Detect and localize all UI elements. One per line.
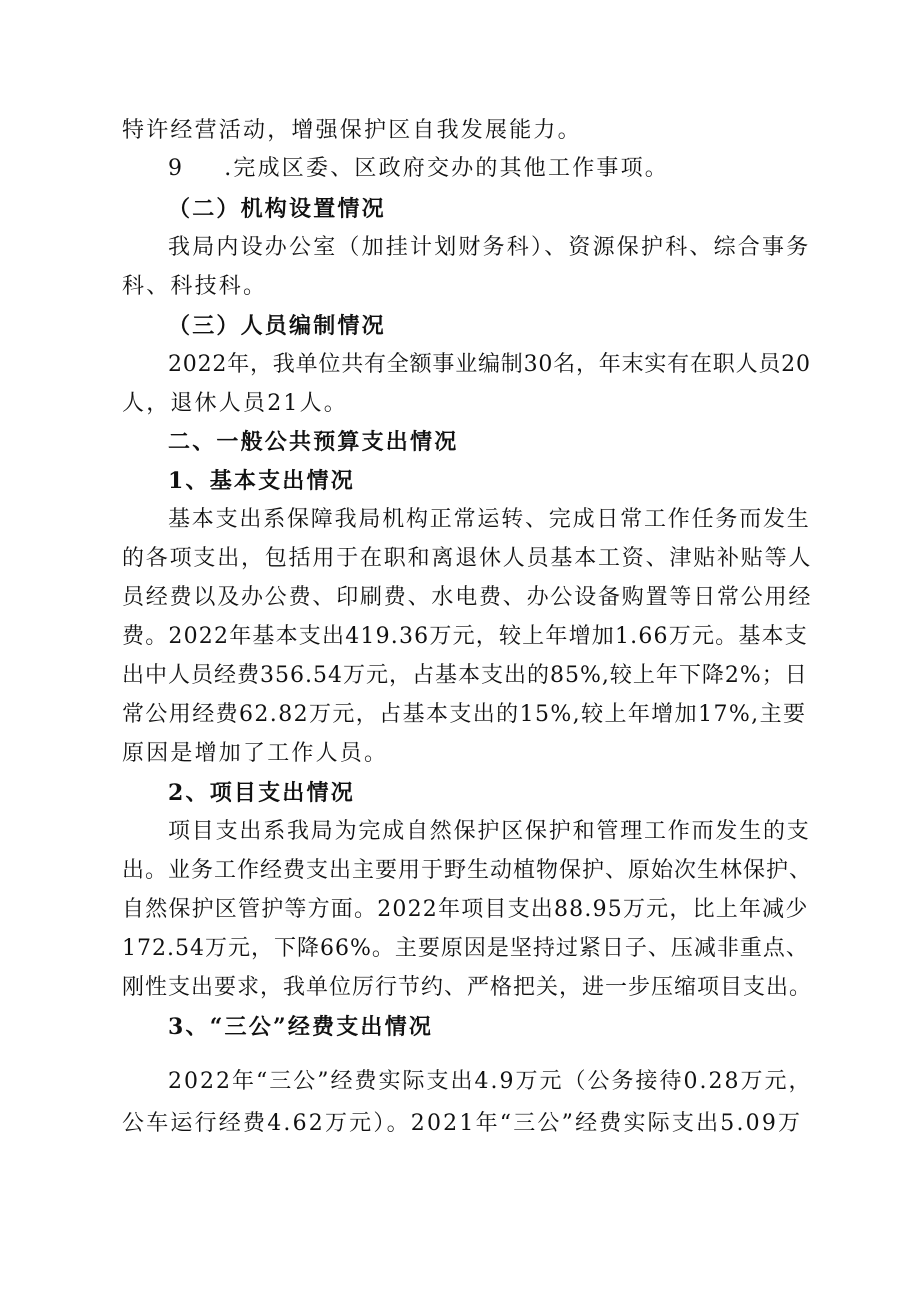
section-heading: 2、项目支出情况 [168,780,355,806]
paragraph-line: 我局内设办公室（加挂计划财务科）、资源保护科、综合事务 [168,235,811,260]
paragraph-line: 项目支出系我局为完成自然保护区保护和管理工作而发生的支 [168,819,811,844]
paragraph-line: 172.54万元，下降66%。主要原因是坚持过紧日子、压减非重点、 [122,936,809,961]
section-heading: （二）机构设置情况 [168,196,386,222]
paragraph-line: 特许经营活动，增强保护区自我发展能力。 [122,118,582,143]
item-text: .完成区委、区政府交办的其他工作事项。 [224,156,669,181]
paragraph-line: 常公用经费62.82万元，占基本支出的15%,较上年增加17%,主要 [122,702,807,727]
paragraph-line: 费。2022年基本支出419.36万元，较上年增加1.66万元。基本支 [122,624,808,649]
section-heading: 3、“三公”经费支出情况 [168,1014,434,1040]
paragraph-line: 人，退休人员21人。 [122,391,348,416]
paragraph-line: 原因是增加了工作人员。 [122,741,389,766]
paragraph-line: 基本支出系保障我局机构正常运转、完成日常工作任务而发生 [168,507,811,532]
item-number: 9 [168,156,185,181]
list-item-9 [168,155,669,183]
paragraph-line: 自然保护区管护等方面。2022年项目支出88.95万元，比上年减少 [122,897,809,922]
paragraph-line: 出。业务工作经费支出主要用于野生动植物保护、原始次生林保护、 [122,858,813,883]
section-heading: 1、基本支出情况 [168,468,355,494]
paragraph-line: 的各项支出，包括用于在职和离退休人员基本工资、津贴补贴等人 [122,546,813,571]
paragraph-line: 刚性支出要求，我单位厉行节约、严格把关，进一步压缩项目支出。 [122,975,813,1000]
paragraph-line: 2022年“三公”经费实际支出4.9万元（公务接待0.28万元， [168,1069,813,1094]
paragraph-line: 出中人员经费356.54万元，占基本支出的85%,较上年下降2%；日 [122,663,808,688]
paragraph-line: 科、科技科。 [122,274,268,299]
paragraph-line: 公车运行经费4.62万元）。2021年“三公”经费实际支出5.09万 [122,1111,803,1136]
paragraph-line: 2022年，我单位共有全额事业编制30名，年末实有在职人员20 [168,352,811,377]
section-heading: （三）人员编制情况 [168,313,386,339]
paragraph-line: 员经费以及办公费、印刷费、水电费、办公设备购置等日常公用经 [122,585,813,610]
chapter-heading: 二、一般公共预算支出情况 [168,429,459,455]
